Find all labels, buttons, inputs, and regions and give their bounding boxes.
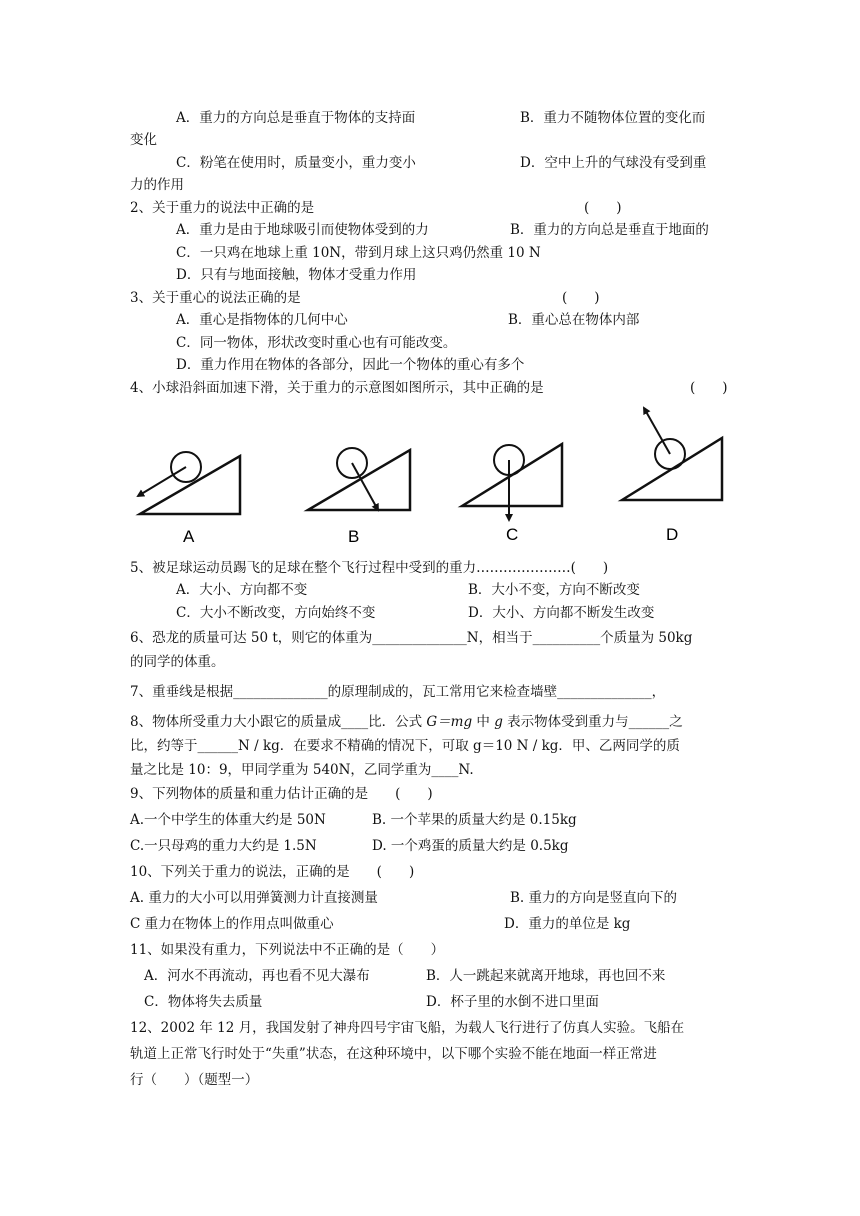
q2-option-d: D．只有与地面接触，物体才受重力作用 bbox=[176, 267, 417, 283]
q8-text-3: 表示物体受到重力与______之 bbox=[502, 714, 683, 730]
q12-line-2: 轨道上正常飞行时处于“失重”状态，在这种环境中，以下哪个实验不能在地面一样正常进 bbox=[130, 1046, 657, 1062]
q1-option-d-wrap: 力的作用 bbox=[130, 177, 184, 193]
q10-option-c: C 重力在物体上的作用点叫做重心 bbox=[130, 916, 334, 932]
q9-option-a: A.一个中学生的体重大约是 50N bbox=[130, 812, 326, 828]
q1-option-b-wrap: 变化 bbox=[130, 132, 157, 148]
q5-option-c: C．大小不断改变，方向始终不变 bbox=[176, 605, 376, 621]
diagram-b bbox=[308, 448, 410, 546]
q3-answer-bracket: ( ) bbox=[562, 290, 600, 306]
q3-option-c: C．同一物体，形状改变时重心也有可能改变。 bbox=[176, 335, 457, 351]
q9-stem: 9、下列物体的质量和重力估计正确的是 ( ) bbox=[130, 786, 433, 802]
q1-option-c: C．粉笔在使用时，质量变小，重力变小 bbox=[176, 155, 416, 171]
q5-option-a: A．大小、方向都不变 bbox=[176, 582, 308, 598]
q3-stem: 3、关于重心的说法正确的是 bbox=[130, 290, 301, 306]
q10-option-b: B. 重力的方向是竖直向下的 bbox=[510, 890, 678, 906]
q12-line-1: 12、2002 年 12 月，我国发射了神舟四号宇宙飞船，为载人飞行进行了仿真人实验。飞船在 bbox=[130, 1020, 685, 1036]
q8-line-3: 量之比是 10：9，甲同学重为 540N，乙同学重为____N. bbox=[130, 762, 474, 778]
diagram-d bbox=[622, 408, 722, 544]
q8-line-2: 比，约等于______N / kg．在要求不精确的情况下，可取 g＝10 N / kg．甲、乙两同学的质 bbox=[130, 738, 680, 754]
q3-option-d: D．重力作用在物体的各部分，因此一个物体的重心有多个 bbox=[176, 357, 525, 373]
q2-stem: 2、关于重力的说法中正确的是 bbox=[130, 200, 315, 216]
q9-option-c: C.一只母鸡的重力大约是 1.5N bbox=[130, 838, 317, 854]
q3-option-b: B．重心总在物体内部 bbox=[508, 312, 640, 328]
q10-option-d: D．重力的单位是 kg bbox=[504, 916, 631, 932]
q2-option-c: C．一只鸡在地球上重 10N，带到月球上这只鸡仍然重 10 N bbox=[176, 245, 541, 261]
label-b: B bbox=[348, 527, 360, 546]
q11-option-d: D．杯子里的水倒不进口里面 bbox=[426, 994, 599, 1010]
q8-formula: G＝mg bbox=[426, 714, 473, 730]
q10-stem: 10、下列关于重力的说法，正确的是 ( ) bbox=[130, 864, 415, 880]
q11-option-b: B．人一跳起来就离开地球，再也回不来 bbox=[426, 968, 666, 984]
q11-option-a: A．河水不再流动，再也看不见大瀑布 bbox=[144, 968, 370, 984]
q4-stem: 4、小球沿斜面加速下滑，关于重力的示意图如图所示，其中正确的是 bbox=[130, 380, 544, 396]
q3-option-a: A．重心是指物体的几何中心 bbox=[176, 312, 348, 328]
q5-stem: 5、被足球运动员踢飞的足球在整个飞行过程中受到的重力…………………( ) bbox=[130, 560, 609, 576]
q9-option-b: B. 一个苹果的质量大约是 0.15kg bbox=[372, 812, 577, 828]
label-a: A bbox=[183, 527, 195, 546]
q1-option-a: A．重力的方向总是垂直于物体的支持面 bbox=[176, 110, 416, 126]
q6-line-1: 6、恐龙的质量可达 50 t，则它的体重为______________N，相当于__________个质量为 50kg bbox=[130, 630, 693, 646]
incline-b bbox=[308, 450, 410, 510]
q8-text-1: 8、物体所受重力大小跟它的质量成____比．公式 bbox=[130, 714, 427, 730]
q5-option-b: B．大小不变，方向不断改变 bbox=[468, 582, 640, 598]
q12-line-3: 行（ ）（题型一） bbox=[130, 1072, 259, 1088]
q8-line-1 bbox=[130, 712, 683, 732]
q8-g-symbol: g bbox=[494, 714, 503, 730]
q9-option-d: D. 一个鸡蛋的质量大约是 0.5kg bbox=[372, 838, 569, 854]
diagram-c bbox=[462, 444, 562, 544]
q7-line-1: 7、重垂线是根据______________的原理制成的，瓦工常用它来检查墙壁______________， bbox=[130, 684, 666, 700]
diagram-a bbox=[138, 452, 240, 546]
q4-answer-bracket: ( ) bbox=[690, 380, 728, 396]
q10-option-a: A. 重力的大小可以用弹簧测力计直接测量 bbox=[130, 890, 378, 906]
label-d: D bbox=[666, 525, 679, 544]
q2-option-b: B．重力的方向总是垂直于地面的 bbox=[510, 222, 709, 238]
label-c: C bbox=[506, 525, 519, 544]
q11-option-c: C．物体将失去质量 bbox=[144, 994, 263, 1010]
q4-diagram bbox=[128, 400, 748, 550]
q1-option-b: B．重力不随物体位置的变化而 bbox=[520, 110, 706, 126]
q5-option-d: D．大小、方向都不断发生改变 bbox=[468, 605, 655, 621]
q2-answer-bracket: ( ) bbox=[584, 200, 622, 216]
q4-figure bbox=[128, 400, 748, 550]
q8-text-2: 中 bbox=[472, 714, 495, 730]
q1-option-d: D．空中上升的气球没有受到重 bbox=[520, 155, 707, 171]
q6-line-2: 的同学的体重。 bbox=[130, 654, 225, 670]
q11-stem: 11、如果没有重力，下列说法中不正确的是（ ） bbox=[130, 942, 445, 958]
q2-option-a: A．重力是由于地球吸引而使物体受到的力 bbox=[176, 222, 429, 238]
